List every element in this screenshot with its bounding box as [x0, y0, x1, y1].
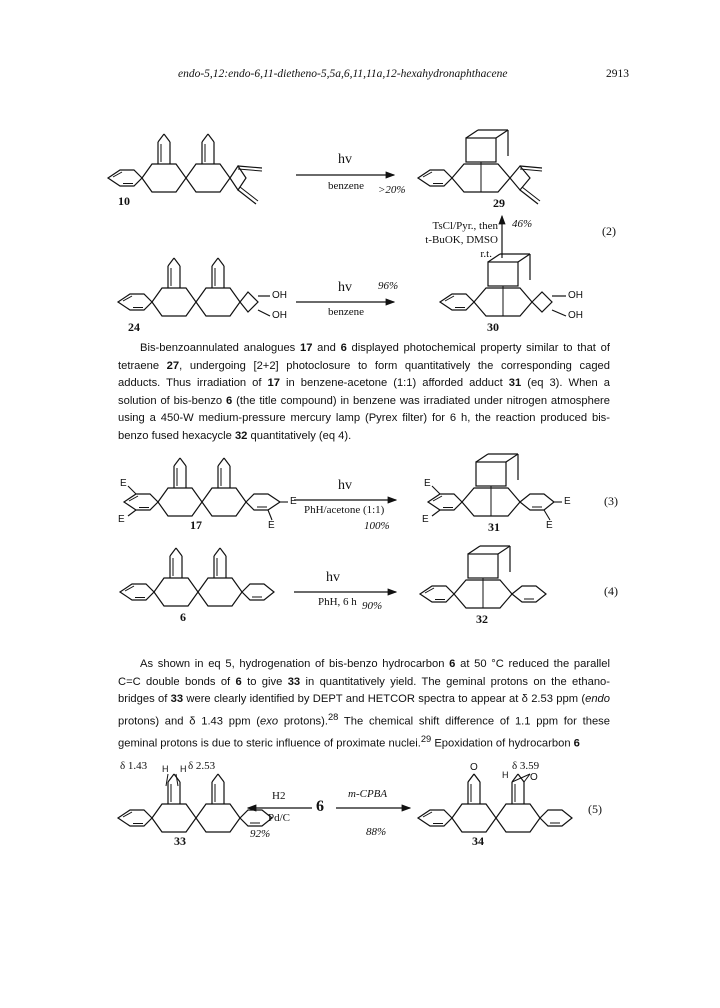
compound-30-structure: [440, 254, 566, 316]
compound-label-10: 10: [118, 194, 130, 208]
hydrogen-label: H: [502, 770, 509, 780]
oh-label: OH: [568, 310, 583, 321]
eq2-vertical-cond3: r.t.: [480, 248, 492, 260]
compound-label-33: 33: [174, 834, 186, 848]
eq2-vertical-yield: 46%: [512, 218, 533, 230]
compound-32-structure: [420, 546, 546, 608]
eq2-top-solvent: benzene: [328, 180, 365, 192]
eq5-left-catalyst: Pd/C: [268, 812, 291, 824]
eq5-left-yield: 92%: [250, 828, 271, 840]
substituent-e: E: [422, 514, 429, 525]
compound-label-32: 32: [476, 612, 488, 626]
eq5-left-reagent: H2: [272, 790, 286, 802]
eq2-bottom-yield: 96%: [378, 280, 399, 292]
eq3-hv: hv: [338, 478, 352, 493]
eq5-right-shift: δ 3.59: [512, 760, 540, 772]
oxygen-label: O: [530, 772, 538, 783]
substituent-e: E: [268, 520, 275, 531]
eq2-top-yield: >20%: [378, 184, 406, 196]
hydrogen-label: H: [162, 764, 169, 774]
compound-label-17: 17: [190, 518, 202, 532]
eq2-top-hv: hv: [338, 152, 352, 167]
compound-10-structure: [108, 134, 262, 204]
oh-label: OH: [568, 290, 583, 301]
eq4-conditions: PhH, 6 h: [318, 596, 357, 608]
substituent-e: E: [424, 478, 431, 489]
substituent-e: E: [564, 496, 571, 507]
oxygen-label: O: [470, 762, 478, 773]
eq2-bottom-solvent: benzene: [328, 306, 365, 318]
eq5-shift-endo: δ 2.53: [188, 760, 216, 772]
compound-29-structure: [418, 130, 542, 204]
hydrogen-label: H: [180, 764, 187, 774]
compound-label-31: 31: [488, 520, 500, 534]
compound-17-structure: [124, 458, 288, 520]
compound-label-30: 30: [487, 320, 499, 334]
eq4-yield: 90%: [362, 600, 383, 612]
eq3-conditions: PhH/acetone (1:1): [304, 504, 385, 516]
compound-label-29: 29: [493, 196, 505, 210]
eq4-hv: hv: [326, 570, 340, 585]
substituent-e: E: [118, 514, 125, 525]
compound-label-24: 24: [128, 320, 140, 334]
eq5-right-reagent: m-CPBA: [348, 788, 388, 800]
oh-label: OH: [272, 290, 287, 301]
eq4-number: (4): [604, 584, 618, 598]
compound-label-6: 6: [180, 610, 186, 624]
eq5-right-yield: 88%: [366, 826, 387, 838]
compound-6-structure: [120, 548, 274, 606]
eq3-yield: 100%: [364, 520, 390, 532]
paragraph-hydrogenation: As shown in eq 5, hydrogenation of bis-benzo hydrocarbon 6 at 50 °C reduced the parallel C=C double bonds of 6 to give 33 in quantitatively yield. The geminal protons on the ethano-bridges of 33 were clearly identified by DEPT and HETCOR spectra to appear at δ 2.53 ppm (endo protons) and δ 1.43 ppm (exo protons).$^{28}$ The chemical shift difference of 1.1 ppm for these geminal protons is due to steric influence of proximate nuclei.$^{29}$ Epoxidation of hydrocarbon 6: [118, 658, 610, 750]
substituent-e: E: [120, 478, 127, 489]
compound-33-structure: [118, 774, 272, 832]
compound-label-34: 34: [472, 834, 484, 848]
page-number: 2913: [606, 68, 629, 80]
oh-label: OH: [272, 310, 287, 321]
substituent-e: E: [290, 496, 297, 507]
eq2-vertical-cond2: t-BuOK, DMSO: [425, 234, 498, 246]
eq2-bottom-hv: hv: [338, 280, 352, 295]
eq5-shift-exo: δ 1.43: [120, 760, 148, 772]
eq3-number: (3): [604, 494, 618, 508]
compound-34-structure: [418, 774, 572, 832]
paragraph-photochemistry: Bis-benzoannulated analogues 17 and 6 displayed photochemical property similar to that of tetraene 27, undergoing [2+2] photoclosure to form quantitatively the corresponding caged adducts. Thus irradiation of 17 in benzene-acetone (1:1) afforded adduct 31 (eq 3). When a solution of bis-benzo 6 (the title compound) in benzene was irradiated under nitrogen atmosphere using a 450-W medium-pressure mercury lamp (Pyrex filter) for 6 h, the reaction produced bis-benzo fused hexacycle 32 quantitatively (eq 4).: [118, 342, 611, 442]
substituent-e: E: [546, 520, 553, 531]
compound-24-structure: [118, 258, 270, 316]
running-title: endo-5,12:endo-6,11-dietheno-5,5a,6,11,11a,12-hexahydronaphthacene: [178, 68, 508, 80]
eq2-number: (2): [602, 224, 616, 238]
eq5-center-compound: 6: [316, 798, 324, 815]
eq2-vertical-cond1: TsCl/Pyr., then: [432, 220, 498, 232]
compound-31-structure: [428, 454, 562, 520]
eq5-number: (5): [588, 802, 602, 816]
